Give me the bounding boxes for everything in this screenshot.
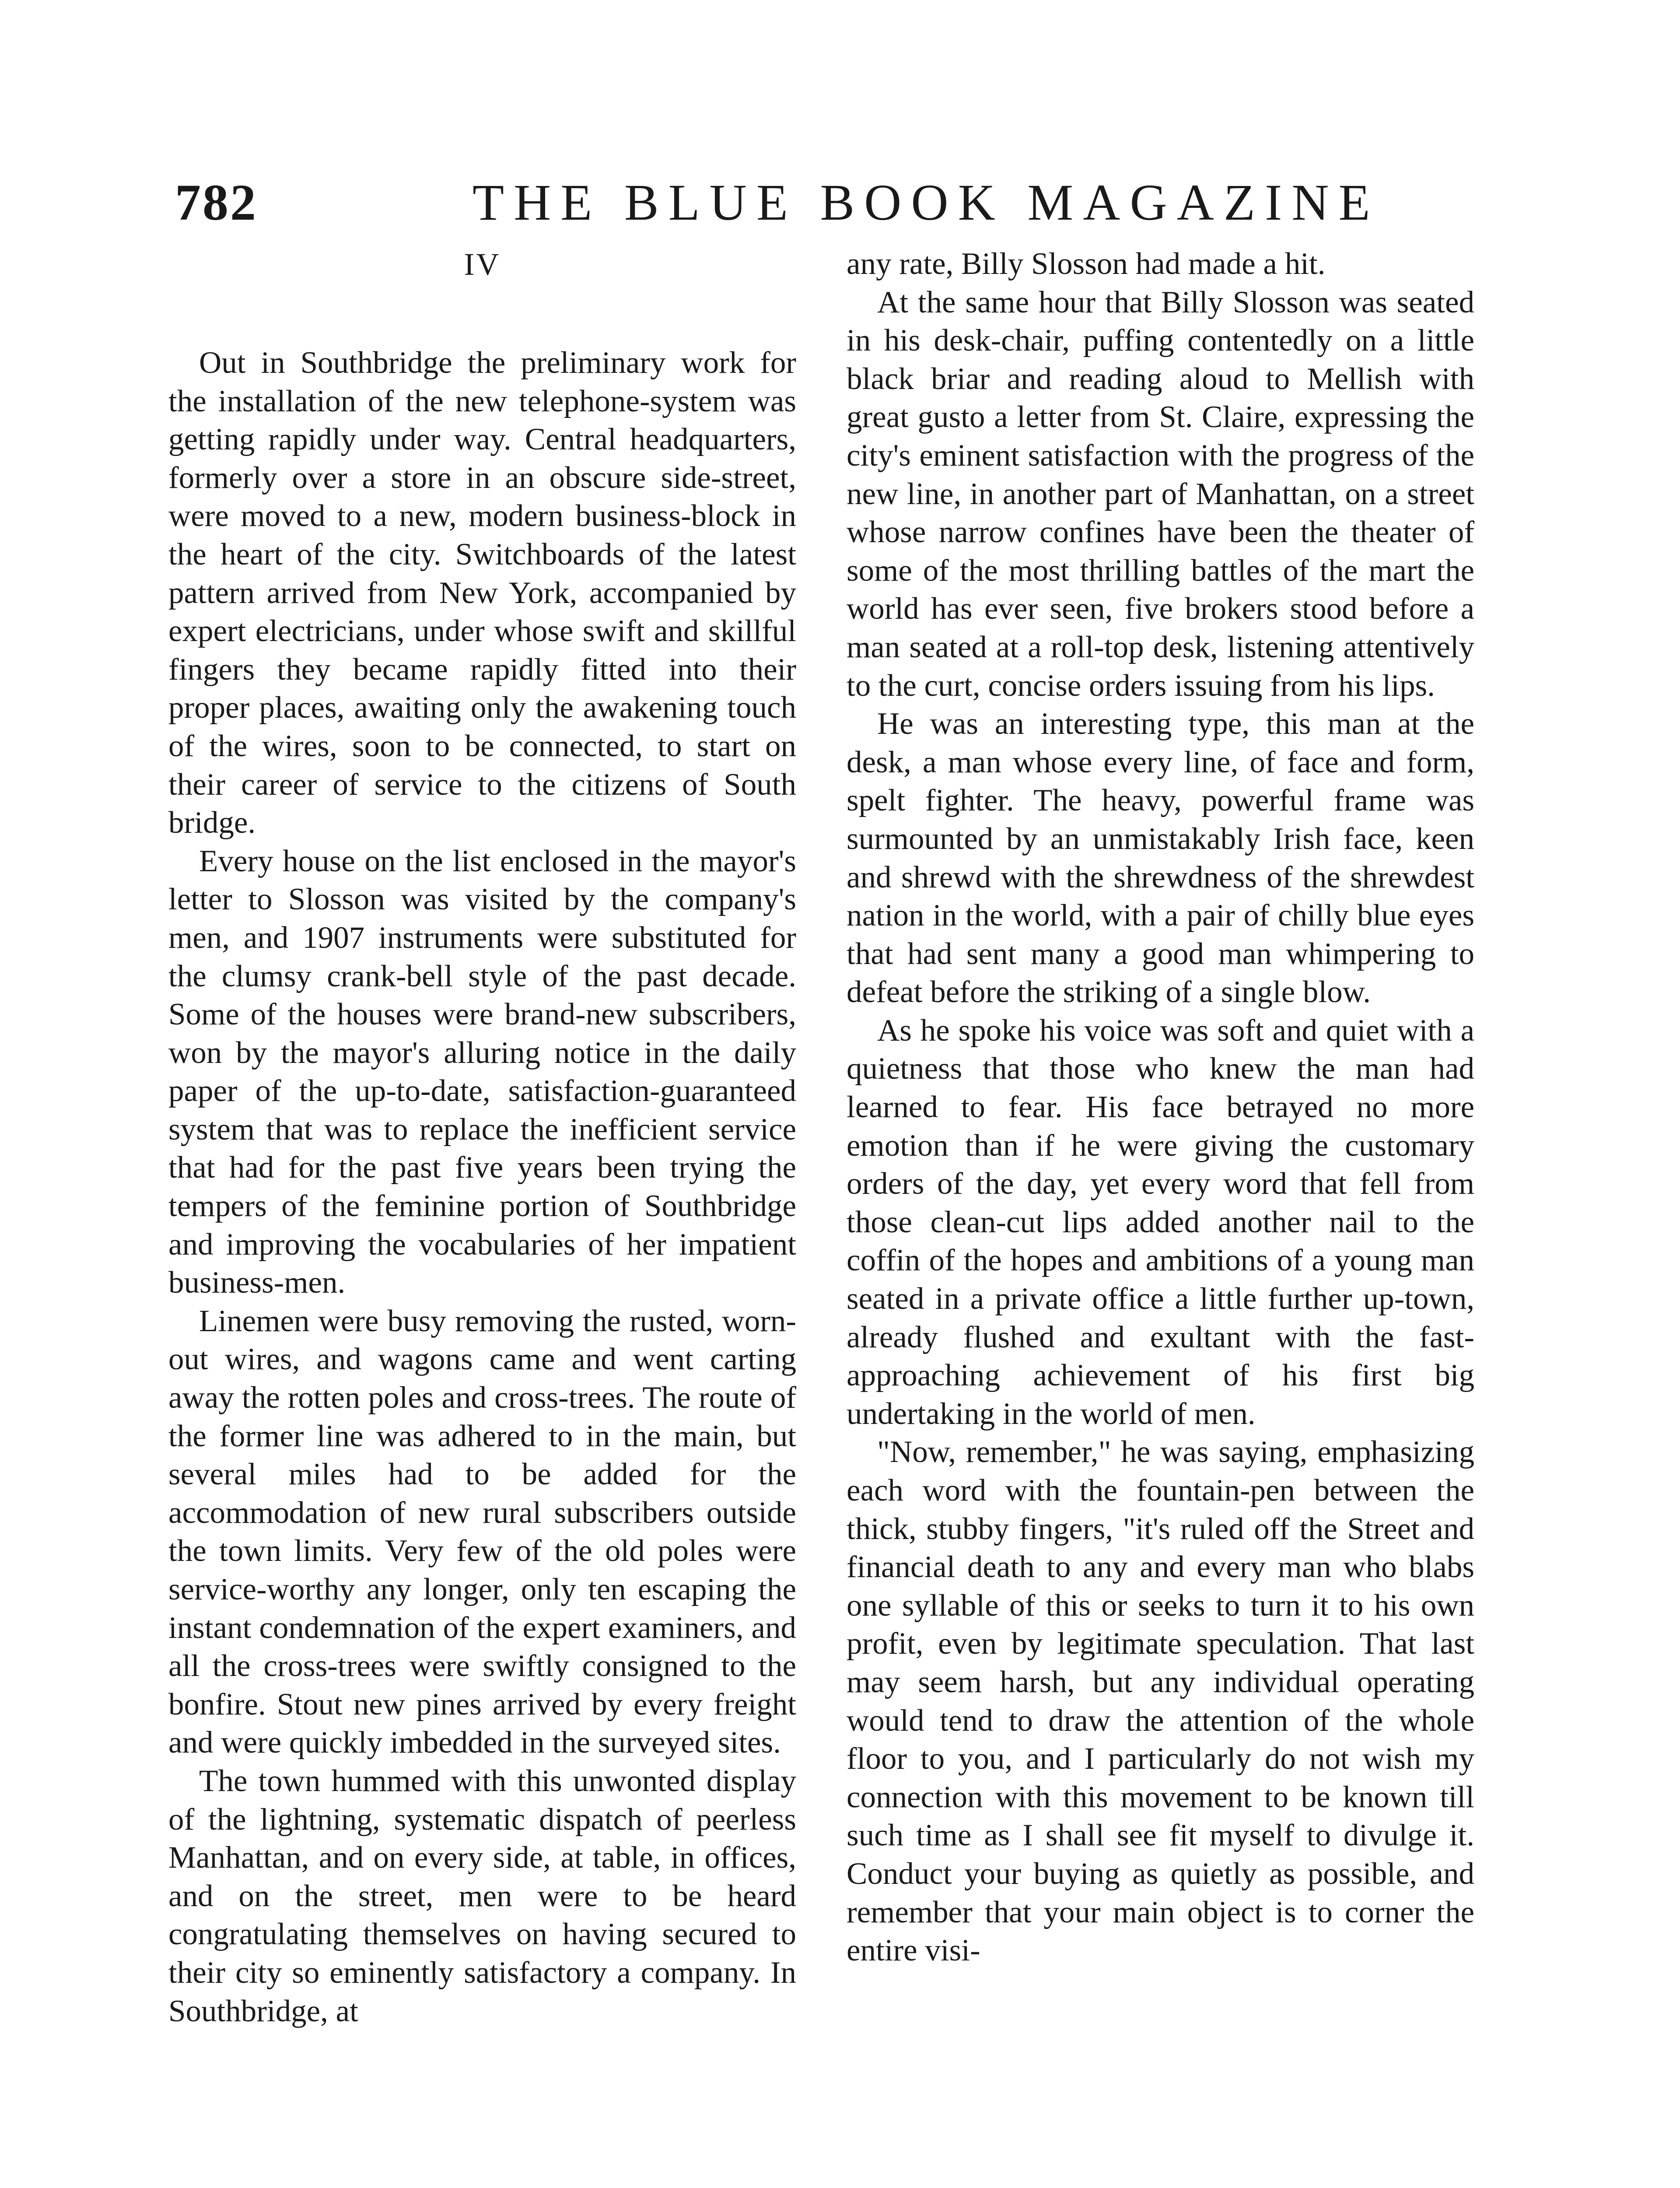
paragraph: He was an interesting type, this man at the desk, a man whose every line, of face and form, spelt fighter. The heavy, powerful frame was surmounted by an unmistakably Irish face, keen and shrewd with the shrewdness of the shrewdest nation in the world, with a pair of chilly blue eyes that had sent many a good man whimpering to defeat before the striking of a single blow. [847, 707, 1474, 1010]
paragraph: The town hummed with this unwonted display of the lightning, systematic dispatch of peerless Manhattan, and on every side, at table, in offices, and on the street, men were to be heard congratulating themselves on having secured to their city so eminently satisfactory a company. In Southbridge, at [168, 1764, 796, 2028]
paragraph-continued: any rate, Billy Slosson had made a hit. [847, 247, 1326, 281]
paragraph: "Now, remember," he was saying, emphasizing each word with the fountain-pen between the thick, stubby fingers, "it's ruled off the Street and financial death to any and every man who blabs one syllable of this or seeks to turn it to his own profit, even by legitimate speculation. That last may seem harsh, but any individual operating would tend to draw the attention of the whole floor to you, and I particularly do not wish my connection with this movement to be known till such time as I shall see fit myself to divulge it. Conduct your buying as quietly as possible, and remember that your main object is to corner the entire visi- [847, 1435, 1474, 1968]
running-head [175, 173, 1509, 238]
paragraph: Every house on the list enclosed in the mayor's letter to Slosson was visited by the company's men, and 1907 instruments were substituted for the clumsy crank-bell style of the past decade. Some of the houses were brand-new subscribers, won by the mayor's alluring notice in the daily paper of the up-to-date, satisfaction-guaranteed system that was to replace the inefficient service that had for the past five years been trying the tempers of the feminine portion of Southbridge and improving the vocabularies of her impatient business-men. [168, 844, 796, 1300]
section-numeral: IV [464, 247, 501, 282]
right-column [847, 245, 1474, 1970]
left-column [168, 245, 796, 2030]
page-number: 782 [175, 174, 258, 231]
magazine-title: THE BLUE BOOK MAGAZINE [472, 174, 1380, 231]
paragraph: Linemen were busy removing the rusted, worn-out wires, and wagons came and went carting away the rotten poles and cross-trees. The route of the former line was adhered to in the main, but several miles had to be added for the accommodation of new rural subscribers outside the town limits. Very few of the old poles were service-worthy any longer, only ten escaping the instant condemnation of the expert examiners, and all the cross-trees were swiftly consigned to the bonfire. Stout new pines arrived by every freight and were quickly imbedded in the surveyed sites. [168, 1304, 796, 1760]
paragraph: Out in Southbridge the preliminary work for the installation of the new telephone-system was getting rapidly under way. Central headquarters, formerly over a store in an obscure side-street, were moved to a new, modern business-block in the heart of the city. Switchboards of the latest pattern arrived from New York, accompanied by expert electricians, under whose swift and skillful fingers they became rapidly fitted into their proper places, awaiting only the awakening touch of the wires, soon to be connected, to start on their career of service to the citizens of South bridge. [168, 346, 796, 840]
paragraph: At the same hour that Billy Slosson was seated in his desk-chair, puffing contentedly on a little black briar and reading aloud to Mellish with great gusto a letter from St. Claire, expressing the city's eminent satisfaction with the progress of the new line, in another part of Manhattan, on a street whose narrow confines have been the theater of some of the most thrilling battles of the mart the world has ever seen, five brokers stood before a man seated at a roll-top desk, listening attentively to the curt, concise orders issuing from his lips. [847, 285, 1474, 703]
paragraph: As he spoke his voice was soft and quiet with a quietness that those who knew the man had learned to fear. His face betrayed no more emotion than if he were giving the customary orders of the day, yet every word that fell from those clean-cut lips added another nail to the coffin of the hopes and ambitions of a young man seated in a private office a little further up-town, already flushed and exultant with the fast-approaching achievement of his first big undertaking in the world of men. [847, 1013, 1474, 1431]
